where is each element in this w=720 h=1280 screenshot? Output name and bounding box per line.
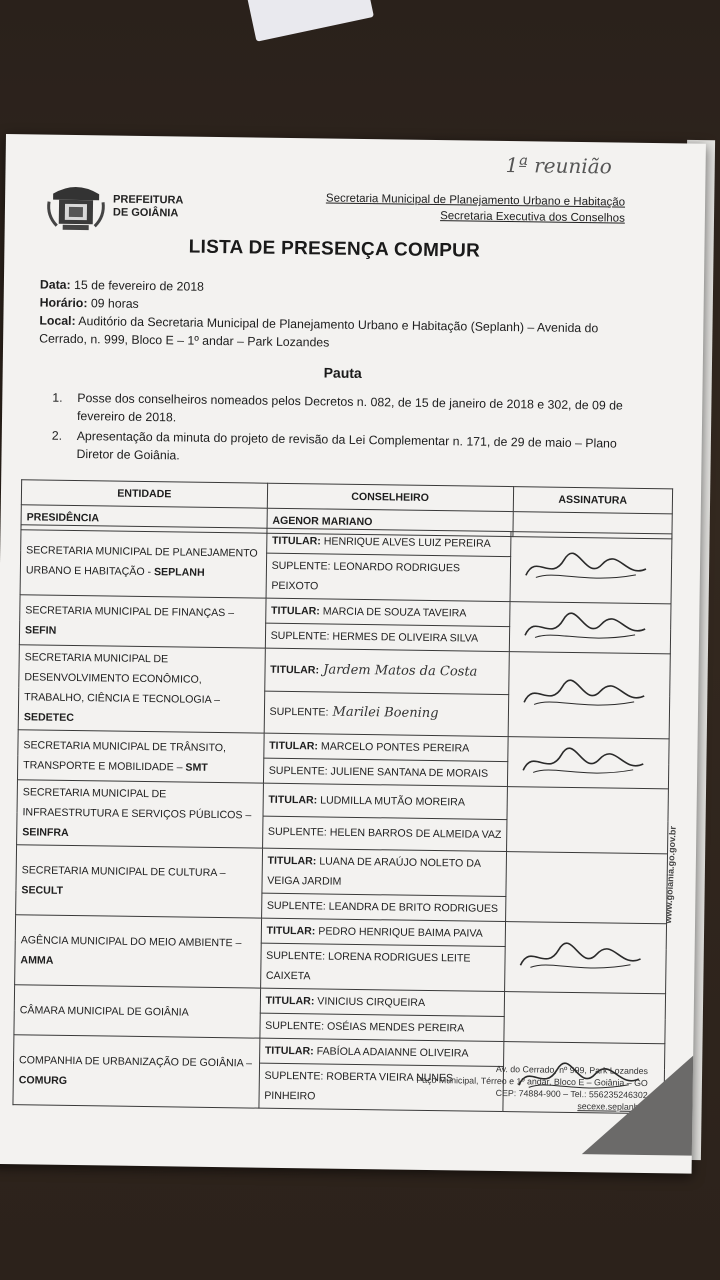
- logo-line1: PREFEITURA: [113, 193, 184, 207]
- entity-cell: [17, 730, 263, 783]
- header-assinatura: ASSINATURA: [513, 487, 673, 514]
- suplente-name: LEONARDO RODRIGUES PEIXOTO: [271, 560, 461, 593]
- entity-name: CÂMARA MUNICIPAL DE GOIÂNIA: [19, 1003, 189, 1019]
- entity-cell: [14, 985, 260, 1038]
- header-secretaria: [285, 190, 625, 227]
- location-value: Auditório da Secretaria Municipal de Planejamento Urbano e Habitação (Seplanh) – Avenida do Cerrado, n. 999, Bloco E – 1º andar – Park Lozandes: [39, 313, 599, 350]
- titular-label: TITULAR:: [264, 1044, 314, 1058]
- suplente-cell: [260, 943, 505, 991]
- entity-acronym: SEFIN: [24, 623, 57, 637]
- suplente-label: SUPLENTE:: [266, 949, 326, 963]
- time-label: Horário:: [39, 295, 88, 311]
- entity-name: SECRETARIA MUNICIPAL DE PLANEJAMENTO URBANO E HABITAÇÃO -: [25, 543, 258, 578]
- entity-acronym: SECULT: [21, 883, 64, 897]
- titular-cell: [266, 528, 511, 556]
- entity-acronym: COMURG: [18, 1073, 68, 1087]
- signature-cell: [510, 532, 672, 604]
- entity-cell: [17, 780, 264, 848]
- entity-name: SECRETARIA MUNICIPAL DE TRÂNSITO, TRANSPORTE E MOBILIDADE –: [23, 738, 227, 774]
- footer-email: secexe.seplanh@: [577, 1101, 648, 1113]
- signature-cell: [504, 992, 665, 1044]
- date-label: Data:: [39, 277, 71, 292]
- suplente-name: Marilei Boening: [328, 704, 439, 722]
- entity-cell: [13, 1035, 260, 1108]
- titular-name: VINICIUS CIRQUEIRA: [314, 995, 426, 1009]
- suplente-label: SUPLENTE:: [265, 1019, 325, 1033]
- signature-cell: [505, 922, 667, 994]
- agenda-item-number: 2.: [51, 428, 63, 443]
- header-entidade: ENTIDADE: [21, 480, 267, 508]
- entity-acronym: SMT: [185, 761, 208, 774]
- suplente-name: OSÉIAS MENDES PEREIRA: [324, 1020, 465, 1035]
- entity-acronym: SEDETEC: [23, 711, 74, 725]
- titular-label: TITULAR:: [265, 994, 315, 1008]
- member-cell: AGENOR MARIANO: [267, 508, 513, 536]
- table-row: [19, 645, 671, 697]
- meeting-info: [39, 275, 640, 355]
- date-value: 15 de fevereiro de 2018: [70, 277, 205, 294]
- suplente-name: JULIENE SANTANA DE MORAIS: [327, 765, 489, 780]
- suplente-cell: [264, 691, 509, 737]
- entity-acronym: SEPLANH: [153, 565, 205, 579]
- titular-cell: [264, 648, 509, 694]
- titular-name: Jardem Matos da Costa: [318, 662, 478, 680]
- titular-label: TITULAR:: [270, 604, 320, 618]
- entity-cell: [19, 595, 265, 648]
- titular-label: TITULAR:: [267, 854, 317, 868]
- signature-scribble: [511, 937, 652, 979]
- suplente-cell: [262, 816, 507, 852]
- entity-acronym: AMMA: [20, 953, 54, 967]
- titular-cell: [265, 598, 510, 626]
- titular-cell: [260, 988, 505, 1016]
- logo-line2: DE GOIÂNIA: [112, 206, 179, 220]
- suplente-name: HERMES DE OLIVEIRA SILVA: [329, 630, 479, 645]
- titular-name: MARCELO PONTES PEREIRA: [317, 740, 470, 755]
- signature-scribble: [515, 607, 656, 649]
- titular-cell: [262, 848, 507, 896]
- titular-name: PEDRO HENRIQUE BAIMA PAIVA: [315, 925, 483, 940]
- agenda-item-text: Posse dos conselheiros nomeados pelos Decretos n. 082, de 15 de janeiro de 2018 e 302, de 09 de fevereiro de 2018.: [76, 391, 623, 425]
- signature-scribble: [516, 547, 657, 589]
- document-sheet: [0, 134, 706, 1174]
- signature-cell: [507, 787, 669, 854]
- coat-of-arms-icon: [45, 180, 108, 233]
- entity-name: COMPANHIA DE URBANIZAÇÃO DE GOIÂNIA –: [18, 1053, 253, 1070]
- page-fold: [582, 1054, 693, 1156]
- background-paper-corner: [242, 0, 374, 42]
- titular-name: LUDMILLA MUTÃO MOREIRA: [317, 794, 466, 809]
- suplente-name: LEANDRA DE BRITO RODRIGUES: [325, 900, 499, 915]
- footer-line2: Paço Municipal, Térreo e 1º andar, Bloco E – Goiânia – GO: [416, 1074, 648, 1089]
- agenda-item: [52, 389, 652, 433]
- suplente-label: SUPLENTE:: [266, 899, 326, 913]
- footer-line3: CEP: 74884-900 – Tel.: 556235246302: [495, 1087, 648, 1101]
- location-label: Local:: [39, 313, 76, 328]
- suplente-label: SUPLENTE:: [269, 705, 329, 719]
- signature-scribble: [513, 742, 654, 784]
- agenda-item-number: 1.: [52, 390, 63, 405]
- signature-cell: [508, 652, 670, 739]
- signature-cell: [506, 852, 668, 924]
- agenda-item-text: Apresentação da minuta do projeto de revisão da Lei Complementar n. 171, de 29 de maio – Plano Diretor de Goiânia.: [76, 429, 617, 463]
- titular-label: TITULAR:: [270, 663, 320, 677]
- titular-label: TITULAR:: [266, 924, 316, 938]
- suplente-cell: [261, 893, 506, 921]
- entity-name: AGÊNCIA MUNICIPAL DO MEIO AMBIENTE –: [20, 933, 242, 949]
- entity-name: SECRETARIA MUNICIPAL DE CULTURA –: [21, 863, 226, 879]
- titular-name: FABÍOLA ADAIANNE OLIVEIRA: [313, 1045, 469, 1060]
- footer-line1: Av. do Cerrado, nº 999, Park Lozandes: [495, 1063, 649, 1077]
- titular-label: TITULAR:: [269, 739, 319, 753]
- agenda-title: Pauta: [323, 364, 362, 381]
- handwritten-note: 1ª reunião: [505, 152, 612, 179]
- suplente-label: SUPLENTE:: [267, 825, 327, 839]
- titular-cell: [263, 733, 508, 761]
- suplente-label: SUPLENTE:: [271, 559, 331, 573]
- header-conselheiro: CONSELHEIRO: [267, 483, 513, 511]
- suplente-name: ROBERTA VIEIRA NUNES PINHEIRO: [264, 1070, 454, 1103]
- suplente-name: HELEN BARROS DE ALMEIDA VAZ: [326, 826, 502, 842]
- time-value: 09 horas: [87, 296, 139, 311]
- entity-name: SECRETARIA MUNICIPAL DE DESENVOLVIMENTO ECONÔMICO, TRABALHO, CIÊNCIA E TECNOLOGIA –: [24, 651, 221, 707]
- suplente-cell: [260, 1013, 505, 1041]
- suplente-name: LORENA RODRIGUES LEITE CAIXETA: [265, 950, 471, 983]
- titular-name: LUANA DE ARAÚJO NOLETO DA VEIGA JARDIM: [267, 855, 481, 888]
- suplente-label: SUPLENTE:: [264, 1069, 324, 1083]
- titular-label: TITULAR:: [271, 534, 321, 548]
- titular-label: TITULAR:: [268, 793, 318, 807]
- entity-cell: PRESIDÊNCIA: [21, 505, 267, 533]
- suplente-cell: [266, 553, 511, 601]
- document-title: LISTA DE PRESENÇA COMPUR: [188, 236, 481, 262]
- table-row: [16, 845, 668, 899]
- secretaria-name: Secretaria Municipal de Planejamento Urbano e Habitação: [325, 192, 626, 209]
- signature-cell: [510, 602, 671, 654]
- titular-name: HENRIQUE ALVES LUIZ PEREIRA: [320, 535, 491, 550]
- signature-cell: [508, 737, 669, 789]
- entity-name: SECRETARIA MUNICIPAL DE FINANÇAS –: [25, 603, 235, 619]
- entity-cell: [18, 645, 265, 733]
- agenda-list: [51, 389, 652, 473]
- attendance-table-body: [12, 524, 672, 1114]
- titular-cell: [263, 783, 508, 819]
- prefeitura-logo: [45, 180, 184, 234]
- entity-cell: [20, 525, 267, 598]
- entity-name: SECRETARIA MUNICIPAL DE INFRAESTRUTURA E SERVIÇOS PÚBLICOS –: [22, 786, 252, 822]
- entity-cell: [15, 915, 262, 988]
- suplente-cell: [265, 623, 510, 651]
- sub-secretaria-name: Secretaria Executiva dos Conselhos: [440, 210, 625, 225]
- agenda-item: [51, 427, 651, 471]
- entity-cell: [16, 845, 263, 918]
- website-url: www.goiania.go.gov.br: [663, 825, 678, 924]
- titular-cell: [261, 918, 506, 946]
- entity-acronym: SEINFRA: [22, 826, 69, 839]
- suplente-cell: [263, 758, 508, 786]
- titular-name: MARCIA DE SOUZA TAVEIRA: [319, 605, 467, 620]
- signature-scribble: [514, 674, 655, 716]
- suplente-label: SUPLENTE:: [270, 629, 330, 643]
- suplente-label: SUPLENTE:: [268, 764, 328, 778]
